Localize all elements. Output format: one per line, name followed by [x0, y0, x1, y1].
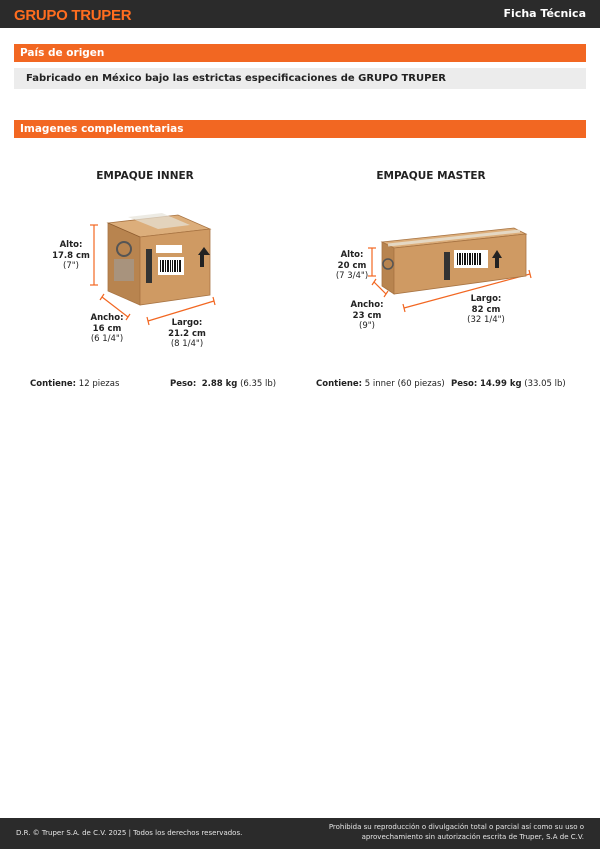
- footer-legal: Prohibida su reproducción o divulgación total o parcial así como su uso o aprovechamiento sin autorización escrita de Truper, S.A de C.V.: [328, 823, 584, 841]
- footer-copyright: D.R. © Truper S.A. de C.V. 2025 | Todos los derechos reservados.: [16, 829, 243, 837]
- top-bar: [0, 0, 600, 28]
- origin-section-header: País de origen: [14, 44, 586, 62]
- master-contiene: Contiene: 5 inner (60 piezas): [316, 379, 445, 389]
- inner-contiene: Contiene: 12 piezas: [30, 379, 120, 389]
- images-section-header: Imagenes complementarias: [14, 120, 586, 138]
- master-alto: Alto: 20 cm (7 3/4"): [335, 250, 369, 281]
- inner-peso: Peso: 2.88 kg (6.35 lb): [170, 379, 277, 389]
- origin-text: Fabricado en México bajo las estrictas especificaciones de GRUPO TRUPER: [14, 68, 586, 89]
- document-type: Ficha Técnica: [503, 7, 586, 20]
- inner-ancho: Ancho: 16 cm (6 1/4"): [90, 313, 124, 344]
- inner-pack-title: EMPAQUE INNER: [96, 170, 194, 182]
- footer-bar: [0, 818, 600, 849]
- master-peso: Peso: 14.99 kg (33.05 lb): [451, 379, 566, 389]
- inner-largo: Largo: 21.2 cm (8 1/4"): [168, 318, 206, 349]
- master-pack-title: EMPAQUE MASTER: [376, 170, 486, 182]
- master-largo: Largo: 82 cm (32 1/4"): [467, 294, 505, 325]
- inner-alto: Alto: 17.8 cm (7"): [52, 240, 90, 271]
- brand-logo: GRUPO TRUPER: [14, 7, 132, 24]
- master-ancho: Ancho: 23 cm (9"): [350, 300, 384, 331]
